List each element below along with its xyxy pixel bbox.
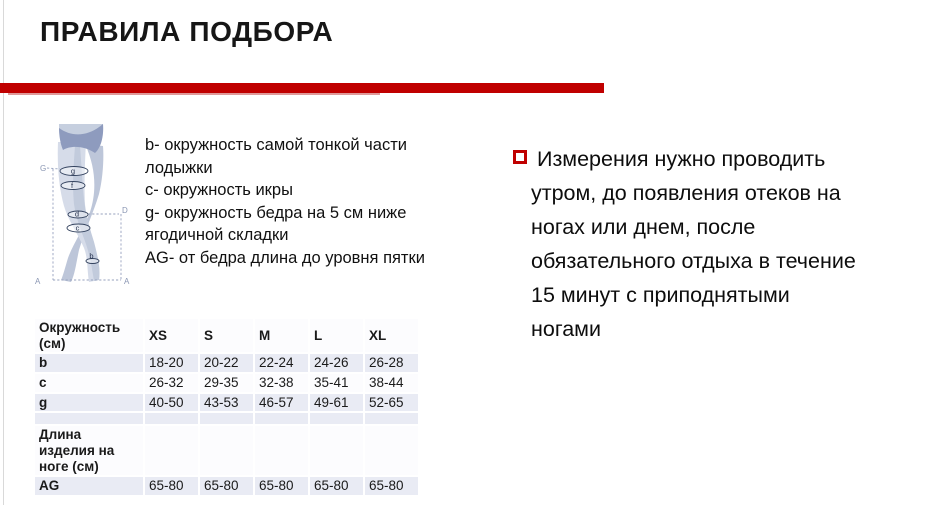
title-underline-bar: [0, 83, 604, 93]
table-cell: 24-26: [310, 354, 363, 372]
title-underline-accent: [8, 93, 380, 95]
legend-item-b: b- окружность самой тонкой части лодыжки: [145, 136, 407, 177]
page-title: ПРАВИЛА ПОДБОРА: [40, 16, 334, 47]
open-square-icon: [513, 150, 527, 164]
table-row-label: c: [35, 374, 143, 392]
table-row-label: Длина изделия на ноге (см): [35, 426, 143, 475]
table-row-label: [35, 413, 143, 424]
corner-label-A-left: A: [35, 277, 41, 286]
table-cell: 40-50: [145, 394, 198, 412]
table-cell: 29-35: [200, 374, 253, 392]
measurement-note: [513, 143, 865, 347]
size-table-head: [35, 319, 418, 352]
table-cell: [310, 426, 363, 475]
table-header-cell: S: [200, 319, 253, 352]
table-cell: 26-32: [145, 374, 198, 392]
band-label-b: b: [89, 251, 94, 261]
table-cell: 65-80: [255, 477, 308, 495]
table-cell: [200, 426, 253, 475]
band-label-g: g: [70, 166, 76, 176]
legs-diagram-illustration: [33, 122, 141, 290]
table-header-cell: L: [310, 319, 363, 352]
table-cell: [255, 426, 308, 475]
size-table: [33, 317, 420, 497]
table-row: [35, 354, 418, 372]
table-row-label: AG: [35, 477, 143, 495]
corner-label-D: D: [122, 206, 128, 215]
table-header-cell: Окружность (см): [35, 319, 143, 352]
table-cell: [365, 426, 418, 475]
table-header-cell: XL: [365, 319, 418, 352]
table-cell: 65-80: [145, 477, 198, 495]
legend-item-g: g- окружность бедра на 5 см ниже ягодичной складки: [145, 203, 407, 245]
table-header-cell: XS: [145, 319, 198, 352]
table-row: [35, 374, 418, 392]
table-cell: 46-57: [255, 394, 308, 412]
table-cell: 26-28: [365, 354, 418, 372]
table-cell: 65-80: [200, 477, 253, 495]
note-text: Измерения нужно проводить утром, до появления отеков на ногах или днем, после обязательного отдыха в течение 15 минут с приподнятыми ногами: [531, 147, 856, 341]
table-cell: 65-80: [365, 477, 418, 495]
band-label-d: d: [74, 209, 80, 219]
table-row: [35, 394, 418, 412]
size-table-grid: [33, 317, 420, 497]
table-cell: [145, 426, 198, 475]
corner-label-A-right: A: [124, 277, 130, 286]
legend-item-c: c- окружность икры: [145, 181, 293, 200]
table-row-label: b: [35, 354, 143, 372]
table-cell: [200, 413, 253, 424]
table-cell: 35-41: [310, 374, 363, 392]
table-row: [35, 413, 418, 424]
table-cell: [145, 413, 198, 424]
slide-left-border: [3, 0, 4, 505]
measurement-legend: [145, 134, 445, 270]
table-header-row: [35, 319, 418, 352]
table-cell: 52-65: [365, 394, 418, 412]
table-row: [35, 477, 418, 495]
table-cell: 49-61: [310, 394, 363, 412]
table-cell: [365, 413, 418, 424]
table-cell: 32-38: [255, 374, 308, 392]
leg-measurement-diagram: [33, 122, 141, 290]
legend-item-ag: AG- от бедра длина до уровня пятки: [145, 248, 425, 267]
band-label-f: f: [70, 181, 74, 190]
size-table-body: [35, 354, 418, 495]
table-cell: [310, 413, 363, 424]
table-cell: 38-44: [365, 374, 418, 392]
table-header-cell: M: [255, 319, 308, 352]
table-cell: 43-53: [200, 394, 253, 412]
table-cell: 65-80: [310, 477, 363, 495]
table-row-label: g: [35, 394, 143, 412]
table-row: [35, 426, 418, 475]
table-cell: 22-24: [255, 354, 308, 372]
table-cell: 18-20: [145, 354, 198, 372]
table-cell: [255, 413, 308, 424]
table-cell: 20-22: [200, 354, 253, 372]
corner-label-G: G: [40, 164, 47, 173]
band-label-c: c: [75, 223, 80, 233]
